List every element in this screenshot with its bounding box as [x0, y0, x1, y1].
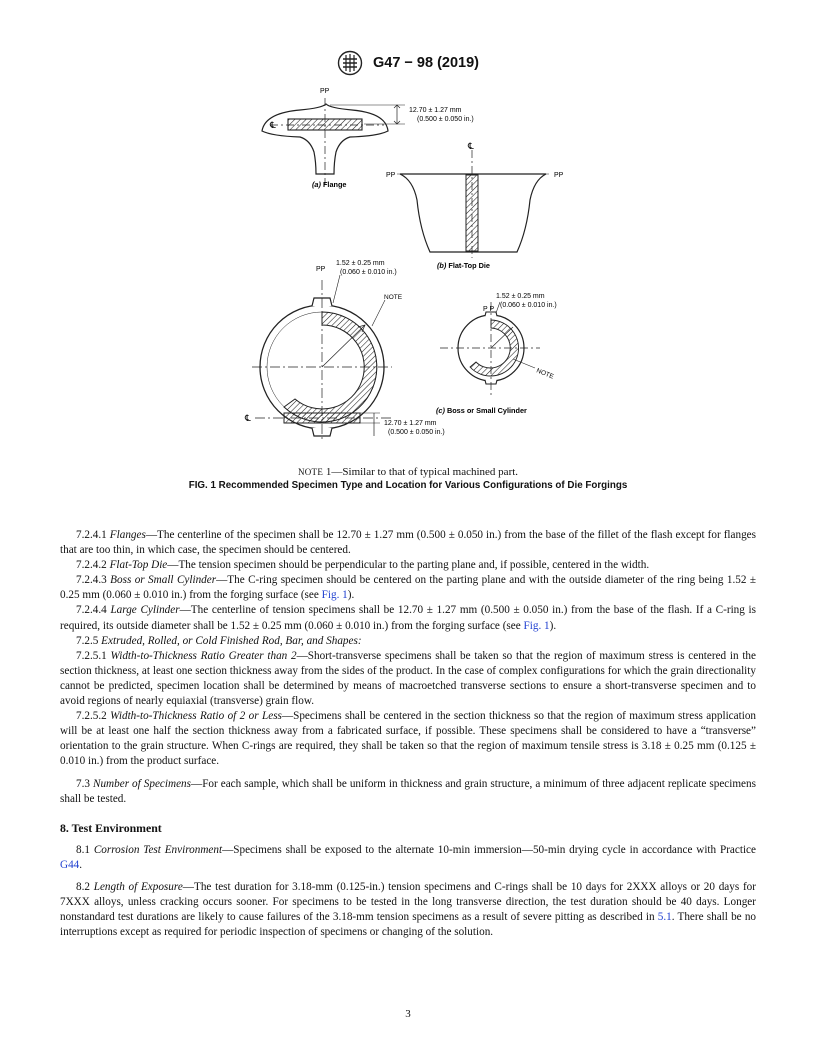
- paragraph-7-3: 7.3 Number of Specimens—For each sample, which shall be uniform in thickness and grain structure, a minimum of three adjacent replicate specimens shall be tested.: [60, 777, 756, 805]
- note-text: 1—Similar to that of typical machined part.: [323, 466, 519, 478]
- paragraph-7-2-5: 7.2.5 Extruded, Rolled, or Cold Finished Rod, Bar, and Shapes:: [76, 634, 362, 647]
- paragraph-7-2-4-3: 7.2.4.3 Boss or Small Cylinder—The C-ring specimen should be centered on the parting plane and with the outside diameter of the ring being 1.52 ± 0.25 mm (0.060 ± 0.010 in.) from the forging surface (see Fig. 1).: [60, 574, 756, 602]
- small-cyl-note: NOTE: [535, 367, 555, 381]
- flange-centerline-label: ℄: [270, 120, 276, 130]
- paragraph-7-2-4-2: 7.2.4.2 Flat-Top Die—The tension specimen should be perpendicular to the parting plane and, if possible, centered in the width.: [76, 559, 650, 572]
- body-text: [60, 528, 756, 940]
- flange-dim-in: (0.500 ± 0.050 in.): [417, 116, 474, 123]
- figure-caption: FIG. 1 Recommended Specimen Type and Location for Various Configurations of Die Forgings: [188, 480, 628, 491]
- small-cyl-dim-in: (0.060 ± 0.010 in.): [500, 302, 557, 309]
- large-cyl-centerline-label: ℄: [245, 413, 251, 423]
- note-label: NOTE: [297, 467, 324, 477]
- small-cyl-dim-mm: 1.52 ± 0.25 mm: [496, 293, 545, 300]
- figure-1-drawing: [0, 80, 816, 465]
- large-cylinder-diagram: [244, 260, 445, 442]
- section-8-heading: 8. Test Environment: [60, 820, 162, 835]
- large-cyl-dim-bottom-mm: 12.70 ± 1.27 mm: [384, 420, 437, 427]
- paragraph-8-1: 8.1 Corrosion Test Environment—Specimens shall be exposed to the alternate 10-min immersion—50-min drying cycle in accordance with Practice G44.: [60, 843, 756, 871]
- paragraph-7-2-5-1: 7.2.5.1 Width-to-Thickness Ratio Greater than 2—Short-transverse specimens shall be taken so that the region of maximum stress is centered in the section thickness, at least one section thickness away from the sides of the product. In the case of complex configurations for which the grain directionality cannot be predicted, specimen location shall be determined by means of macroetched transverse sections to ensure a short-transverse specimen and to avoid regions of nearly equiaxial (transverse) grain flow.: [60, 649, 756, 708]
- paragraph-7-2-5-2: 7.2.5.2 Width-to-Thickness Ratio of 2 or Less—Specimens shall be centered in the section thickness so that the region of maximum stress application will be at least one half the section thickness away from a fabricated surface, if possible. These specimens shall be considered to have a “transverse” orientation to the grain structure. When C-rings are required, they shall be taken so that the region of maximum tensile stress is 3.18 ± 0.25 mm (0.125 ± 0.010 in.) from the product surface.: [60, 710, 757, 768]
- large-cyl-dim-top-in: (0.060 ± 0.010 in.): [340, 269, 397, 276]
- small-cyl-pp-label: P P: [483, 306, 495, 313]
- page-header: [0, 50, 816, 76]
- fig-1-link[interactable]: Fig. 1: [523, 619, 550, 632]
- flattop-pp-left: PP: [386, 172, 396, 179]
- small-cylinder-diagram: [436, 293, 557, 415]
- large-cyl-note: NOTE: [384, 294, 403, 301]
- figure-note: [0, 466, 816, 478]
- fig-1-link[interactable]: Fig. 1: [321, 589, 348, 602]
- large-cyl-pp-label: PP: [316, 266, 326, 273]
- page-number: 3: [405, 1008, 411, 1020]
- document-designation: G47 − 98 (2019): [372, 55, 479, 71]
- flattop-centerline-label: ℄: [468, 141, 474, 151]
- small-cyl-caption: (c) Boss or Small Cylinder: [436, 406, 527, 415]
- flattop-caption: (b) Flat-Top Die: [437, 261, 490, 270]
- section-5-1-link[interactable]: 5.1: [657, 911, 672, 924]
- g44-link[interactable]: G44: [60, 858, 80, 871]
- flange-caption: (a) Flange: [312, 180, 347, 189]
- flat-top-die-diagram: [386, 141, 564, 270]
- flange-dim-mm: 12.70 ± 1.27 mm: [409, 107, 462, 114]
- paragraph-8-2: 8.2 Length of Exposure—The test duration for 3.18-mm (0.125-in.) tension specimens and C-rings shall be 10 days for 2XXX alloys or 20 days for 7XXX alloys, unless cracking occurs sooner. For specimens to be tested in the long transverse direction, the test duration should be 40 days. Longer nonstandard test durations are likely to cause failures of the 3.18-mm tension specimens as a result of severe pitting as described in 5.1. There shall be no interruptions except as required for periodic inspection of specimens or changing of the solution.: [60, 880, 757, 939]
- astm-logo-icon: [337, 50, 363, 76]
- paragraph-7-2-4-1: 7.2.4.1 Flanges—The centerline of the specimen shall be 12.70 ± 1.27 mm (0.500 ± 0.050 in.) from the base of the fillet of the flash except for flanges that are too thin, in which case, the specimen should be centered.: [60, 529, 757, 557]
- paragraph-7-2-4-4: 7.2.4.4 Large Cylinder—The centerline of tension specimens shall be 12.70 ± 1.27 mm (0.500 ± 0.050 in.) from the base of the flash. If a C-ring is required, its outside diameter shall be 1.52 ± 0.25 mm (0.060 ± 0.010 in.) from the forging surface (see Fig. 1).: [60, 604, 757, 632]
- flange-pp-label: PP: [320, 88, 330, 95]
- large-cyl-dim-bottom-in: (0.500 ± 0.050 in.): [388, 429, 445, 436]
- large-cyl-dim-top-mm: 1.52 ± 0.25 mm: [336, 260, 385, 267]
- flattop-pp-right: PP: [554, 172, 564, 179]
